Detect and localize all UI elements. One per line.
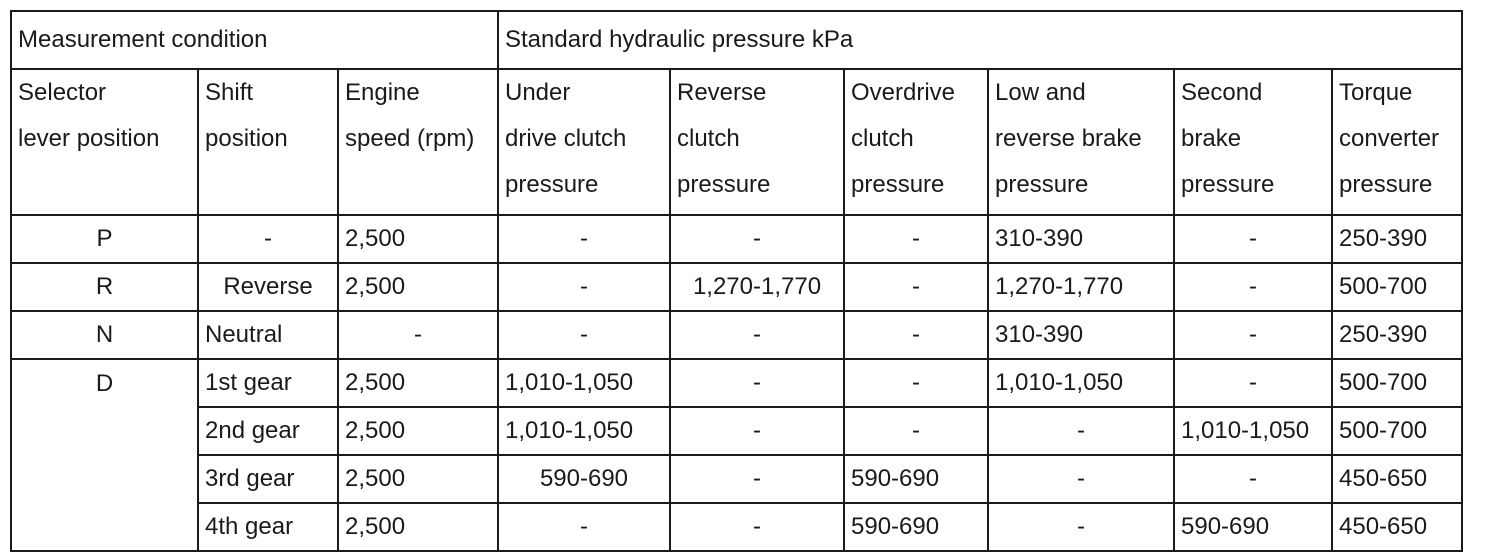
- cell-engine: -: [338, 311, 498, 359]
- table-row: [11, 359, 1462, 407]
- cell-underdrive: -: [498, 215, 670, 263]
- cell-shift: Neutral: [198, 311, 338, 359]
- cell-second: -: [1174, 215, 1332, 263]
- cell-torque: 250-390: [1332, 215, 1462, 263]
- col-header-second-brake: Second brake pressure: [1174, 69, 1332, 215]
- cell-overdrive: -: [844, 263, 988, 311]
- measurement-condition-header: Measurement condition: [11, 11, 498, 69]
- cell-second: -: [1174, 263, 1332, 311]
- standard-pressure-header: Standard hydraulic pressure kPa: [498, 11, 1462, 69]
- cell-engine: 2,500: [338, 455, 498, 503]
- table-row: [11, 311, 1462, 359]
- title-row: [11, 11, 1462, 69]
- table-row: [11, 407, 1462, 455]
- cell-underdrive: 1,010-1,050: [498, 407, 670, 455]
- cell-second: -: [1174, 455, 1332, 503]
- col-header-torque-converter: Torque converter pressure: [1332, 69, 1462, 215]
- cell-low-reverse: -: [988, 503, 1174, 551]
- cell-lever: R: [11, 263, 198, 311]
- table-row: [11, 455, 1462, 503]
- cell-reverse: -: [670, 359, 844, 407]
- cell-torque: 500-700: [1332, 263, 1462, 311]
- cell-low-reverse: 310-390: [988, 215, 1174, 263]
- hydraulic-pressure-table: [10, 10, 1463, 552]
- cell-reverse: -: [670, 407, 844, 455]
- cell-low-reverse: -: [988, 407, 1174, 455]
- cell-reverse: -: [670, 503, 844, 551]
- col-header-underdrive-clutch: Under drive clutch pressure: [498, 69, 670, 215]
- cell-shift: -: [198, 215, 338, 263]
- cell-low-reverse: 1,010-1,050: [988, 359, 1174, 407]
- cell-reverse: -: [670, 215, 844, 263]
- cell-lever: D: [11, 359, 198, 551]
- cell-shift: 2nd gear: [198, 407, 338, 455]
- cell-second: 590-690: [1174, 503, 1332, 551]
- cell-torque: 500-700: [1332, 359, 1462, 407]
- cell-underdrive: -: [498, 503, 670, 551]
- cell-underdrive: -: [498, 311, 670, 359]
- cell-overdrive: 590-690: [844, 503, 988, 551]
- table-row: [11, 503, 1462, 551]
- cell-shift: 4th gear: [198, 503, 338, 551]
- cell-low-reverse: -: [988, 455, 1174, 503]
- cell-shift: Reverse: [198, 263, 338, 311]
- cell-underdrive: 1,010-1,050: [498, 359, 670, 407]
- col-header-reverse-clutch: Reverse clutch pressure: [670, 69, 844, 215]
- cell-overdrive: -: [844, 311, 988, 359]
- column-header-row: [11, 69, 1462, 215]
- cell-lever: N: [11, 311, 198, 359]
- cell-overdrive: 590-690: [844, 455, 988, 503]
- cell-lever: P: [11, 215, 198, 263]
- cell-second: -: [1174, 311, 1332, 359]
- cell-engine: 2,500: [338, 407, 498, 455]
- table-row: [11, 263, 1462, 311]
- cell-reverse: -: [670, 311, 844, 359]
- col-header-low-reverse-brake: Low and reverse brake pressure: [988, 69, 1174, 215]
- cell-low-reverse: 310-390: [988, 311, 1174, 359]
- cell-torque: 250-390: [1332, 311, 1462, 359]
- col-header-engine-speed: Engine speed (rpm): [338, 69, 498, 215]
- cell-torque: 450-650: [1332, 455, 1462, 503]
- col-header-shift-position: Shift position: [198, 69, 338, 215]
- cell-shift: 1st gear: [198, 359, 338, 407]
- cell-torque: 500-700: [1332, 407, 1462, 455]
- table-row: [11, 215, 1462, 263]
- cell-torque: 450-650: [1332, 503, 1462, 551]
- cell-second: -: [1174, 359, 1332, 407]
- cell-second: 1,010-1,050: [1174, 407, 1332, 455]
- cell-engine: 2,500: [338, 215, 498, 263]
- cell-low-reverse: 1,270-1,770: [988, 263, 1174, 311]
- cell-shift: 3rd gear: [198, 455, 338, 503]
- cell-underdrive: -: [498, 263, 670, 311]
- cell-overdrive: -: [844, 407, 988, 455]
- cell-underdrive: 590-690: [498, 455, 670, 503]
- cell-overdrive: -: [844, 215, 988, 263]
- cell-reverse: -: [670, 455, 844, 503]
- col-header-selector-lever: Selector lever position: [11, 69, 198, 215]
- cell-engine: 2,500: [338, 359, 498, 407]
- cell-engine: 2,500: [338, 263, 498, 311]
- col-header-overdrive-clutch: Overdrive clutch pressure: [844, 69, 988, 215]
- cell-engine: 2,500: [338, 503, 498, 551]
- cell-reverse: 1,270-1,770: [670, 263, 844, 311]
- cell-overdrive: -: [844, 359, 988, 407]
